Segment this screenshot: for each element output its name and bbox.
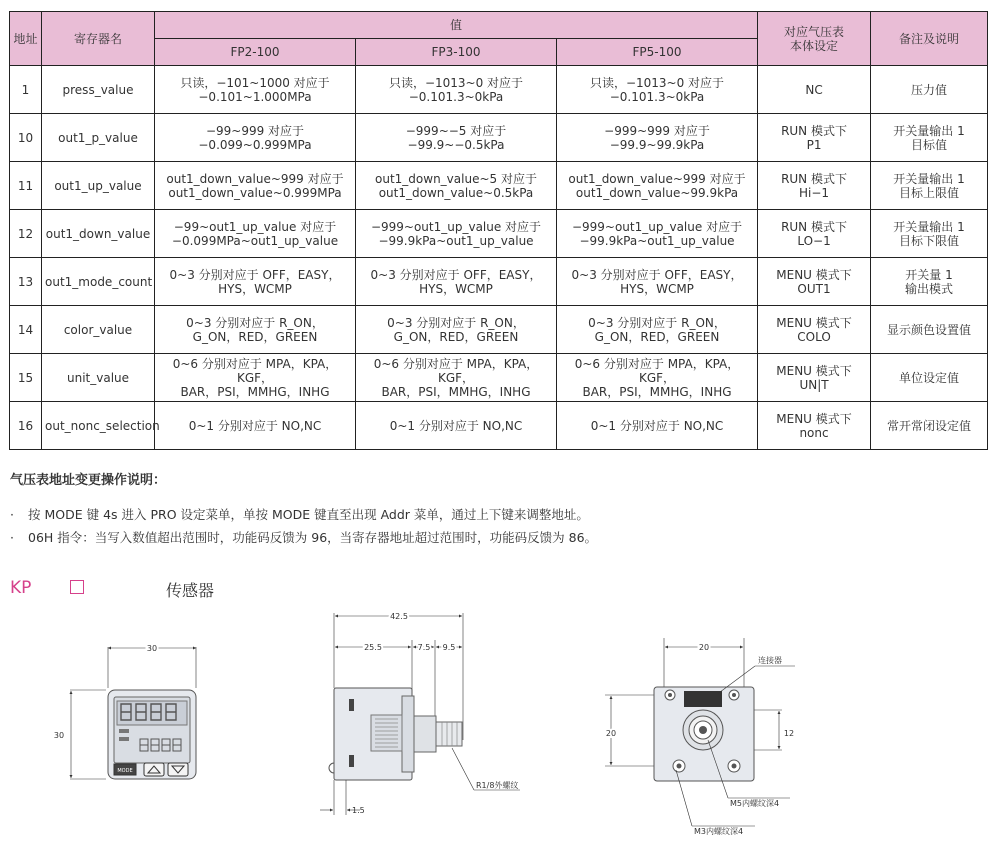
cell-fp3: 0~3 分别对应于 OFF，EASY， HYS，WCMP: [356, 258, 557, 306]
cell-gauge-setting: RUN 模式下 LO−1: [758, 210, 871, 258]
header-model-fp2: FP2-100: [155, 39, 356, 66]
back-height-dim: 20: [605, 729, 617, 738]
note-item: [10, 528, 597, 546]
cell-fp3: out1_down_value~5 对应于 out1_down_value~0.5kPa: [356, 162, 557, 210]
front-height-dim: 30: [53, 731, 65, 740]
back-inner-dim: 12: [783, 729, 795, 738]
header-value: 值: [155, 12, 758, 39]
cell-address: 11: [10, 162, 42, 210]
cell-fp2: 0~3 分别对应于 OFF，EASY， HYS，WCMP: [155, 258, 356, 306]
cell-fp5: 0~1 分别对应于 NO,NC: [557, 402, 758, 450]
cell-fp2: 0~6 分别对应于 MPA，KPA，KGF， BAR，PSI，MMHG，INHG: [155, 354, 356, 402]
cell-fp3: 0~1 分别对应于 NO,NC: [356, 402, 557, 450]
m5-thread-label: M5内螺纹深4: [730, 799, 780, 808]
cell-fp2: −99~out1_up_value 对应于 −0.099MPa~out1_up_value: [155, 210, 356, 258]
cell-register-name: color_value: [42, 306, 155, 354]
note-text: 按 MODE 键 4s 进入 PRO 设定菜单，单按 MODE 键直至出现 Addr 菜单，通过上下键来调整地址。: [28, 507, 589, 522]
cell-fp3: −999~out1_up_value 对应于 −99.9kPa~out1_up_value: [356, 210, 557, 258]
dimension-drawings: [0, 600, 996, 853]
product-title: 传感器: [166, 581, 215, 600]
header-address: 地址: [10, 12, 42, 66]
side-dim-a: 25.5: [364, 643, 382, 652]
cell-remark: 单位设定值: [871, 354, 988, 402]
cell-register-name: out1_up_value: [42, 162, 155, 210]
table-row: [10, 66, 988, 114]
cell-fp3: 0~3 分别对应于 R_ON， G_ON，RED，GREEN: [356, 306, 557, 354]
cell-register-name: out1_mode_count: [42, 258, 155, 306]
cell-fp2: out1_down_value~999 对应于 out1_down_value~0.999MPa: [155, 162, 356, 210]
cell-gauge-setting: MENU 模式下 OUT1: [758, 258, 871, 306]
table-row: [10, 306, 988, 354]
header-remarks: 备注及说明: [871, 12, 988, 66]
cell-register-name: out1_p_value: [42, 114, 155, 162]
back-width-dim: 20: [698, 643, 710, 652]
cell-address: 10: [10, 114, 42, 162]
header-register-name: 寄存器名: [42, 12, 155, 66]
cell-fp2: 0~3 分别对应于 R_ON， G_ON，RED，GREEN: [155, 306, 356, 354]
bullet: ·: [10, 507, 14, 522]
product-code: KP: [10, 578, 32, 598]
note-item: [10, 505, 589, 523]
cell-gauge-setting: MENU 模式下 COLO: [758, 306, 871, 354]
cell-address: 15: [10, 354, 42, 402]
cell-remark: 压力值: [871, 66, 988, 114]
cell-register-name: out_nonc_selection: [42, 402, 155, 450]
cell-register-name: out1_down_value: [42, 210, 155, 258]
side-dim-c: 9.5: [442, 643, 456, 652]
thread-label: R1/8外螺纹: [476, 781, 519, 790]
cell-fp5: −999~999 对应于 −99.9~99.9kPa: [557, 114, 758, 162]
m3-thread-label: M3内螺纹深4: [694, 827, 744, 836]
cell-gauge-setting: MENU 模式下 nonc: [758, 402, 871, 450]
side-total-dim: 42.5: [390, 612, 408, 621]
cell-gauge-setting: NC: [758, 66, 871, 114]
cell-fp3: 只读，−1013~0 对应于 −0.101.3~0kPa: [356, 66, 557, 114]
table-row: [10, 258, 988, 306]
cell-fp5: 0~3 分别对应于 R_ON， G_ON，RED，GREEN: [557, 306, 758, 354]
notes-title: 气压表地址变更操作说明：: [10, 473, 167, 488]
cell-gauge-setting: MENU 模式下 UN|T: [758, 354, 871, 402]
cell-remark: 开关量输出 1 目标上限值: [871, 162, 988, 210]
table-row: [10, 354, 988, 402]
mode-button-label: MODE: [117, 768, 133, 774]
table-row: [10, 162, 988, 210]
cell-fp5: 0~6 分别对应于 MPA，KPA，KGF， BAR，PSI，MMHG，INHG: [557, 354, 758, 402]
table-row: [10, 210, 988, 258]
header-model-fp3: FP3-100: [356, 39, 557, 66]
cell-gauge-setting: RUN 模式下 Hi−1: [758, 162, 871, 210]
table-row: [10, 402, 988, 450]
cell-remark: 开关量 1 输出模式: [871, 258, 988, 306]
cell-fp2: 0~1 分别对应于 NO,NC: [155, 402, 356, 450]
register-table: [9, 11, 988, 450]
cell-register-name: unit_value: [42, 354, 155, 402]
cell-register-name: press_value: [42, 66, 155, 114]
cell-fp5: 只读，−1013~0 对应于 −0.101.3~0kPa: [557, 66, 758, 114]
cell-fp5: 0~3 分别对应于 OFF，EASY， HYS，WCMP: [557, 258, 758, 306]
cell-fp3: −999~−5 对应于 −99.9~−0.5kPa: [356, 114, 557, 162]
table-row: [10, 114, 988, 162]
cell-address: 14: [10, 306, 42, 354]
connector-label: 连接器: [758, 656, 782, 665]
cell-remark: 显示颜色设置值: [871, 306, 988, 354]
back-view-drawing: [605, 638, 795, 826]
cell-fp5: −999~out1_up_value 对应于 −99.9kPa~out1_up_value: [557, 210, 758, 258]
cell-address: 12: [10, 210, 42, 258]
placeholder-box-icon: [70, 580, 84, 594]
bullet: ·: [10, 530, 14, 545]
cell-fp3: 0~6 分别对应于 MPA，KPA，KGF， BAR，PSI，MMHG，INHG: [356, 354, 557, 402]
side-dim-b: 7.5: [417, 643, 431, 652]
cell-gauge-setting: RUN 模式下 P1: [758, 114, 871, 162]
header-model-fp5: FP5-100: [557, 39, 758, 66]
cell-fp2: −99~999 对应于 −0.099~0.999MPa: [155, 114, 356, 162]
side-bottom-dim: 1.5: [352, 806, 365, 815]
cell-address: 1: [10, 66, 42, 114]
cell-fp5: out1_down_value~999 对应于 out1_down_value~99.9kPa: [557, 162, 758, 210]
cell-remark: 开关量输出 1 目标下限值: [871, 210, 988, 258]
front-width-dim: 30: [146, 644, 158, 653]
cell-address: 16: [10, 402, 42, 450]
cell-remark: 常开常闭设定值: [871, 402, 988, 450]
cell-remark: 开关量输出 1 目标值: [871, 114, 988, 162]
header-gauge-setting: 对应气压表 本体设定: [758, 12, 871, 66]
front-view-drawing: [70, 647, 196, 779]
cell-address: 13: [10, 258, 42, 306]
cell-fp2: 只读，−101~1000 对应于 −0.101~1.000MPa: [155, 66, 356, 114]
note-text: 06H 指令：当写入数值超出范围时，功能码反馈为 96，当寄存器地址超过范围时，功能码反馈为 86。: [28, 530, 598, 545]
